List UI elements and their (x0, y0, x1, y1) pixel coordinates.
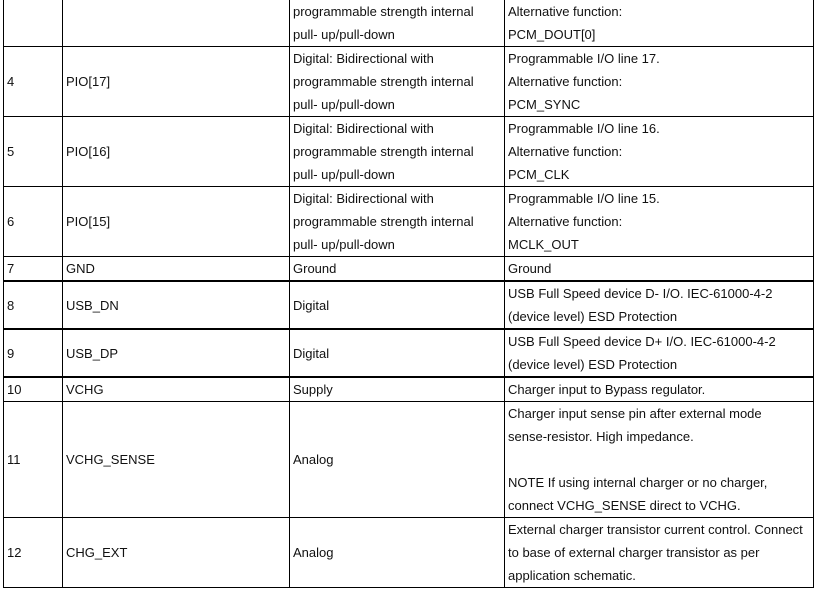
pin-type-cell: Analog (290, 518, 505, 588)
pin-number-cell: 6 (4, 187, 63, 257)
pin-description-line: Programmable I/O line 15. (508, 191, 660, 206)
pin-type-line: Digital: Bidirectional with (293, 51, 434, 66)
pin-type-line: pull- up/pull-down (293, 237, 395, 252)
pin-description-line: connect VCHG_SENSE direct to VCHG. (508, 498, 741, 513)
table-row (4, 0, 814, 47)
table-row (4, 257, 814, 282)
pin-description-line: PCM_DOUT[0] (508, 27, 596, 42)
pin-description-line: (device level) ESD Protection (508, 357, 678, 372)
pin-description-line: Alternative function: (508, 74, 623, 89)
pin-description-cell (505, 117, 814, 187)
pin-description-line: Charger input sense pin after external mode (508, 406, 762, 421)
pin-type-cell (290, 187, 505, 257)
pin-description-line: USB Full Speed device D- I/O. IEC-61000-4-2 (508, 286, 773, 301)
table-row (4, 377, 814, 402)
pin-description-blank-line (508, 448, 810, 471)
pin-number-cell: 12 (4, 518, 63, 588)
pin-number-cell: 8 (4, 281, 63, 329)
pin-number-cell: 5 (4, 117, 63, 187)
pin-number-cell: 7 (4, 257, 63, 282)
pin-name-cell: CHG_EXT (63, 518, 290, 588)
pin-number-cell: 4 (4, 47, 63, 117)
pin-type-line: programmable strength internal (293, 214, 474, 229)
table-row (4, 187, 814, 257)
pin-type-cell: Ground (290, 257, 505, 282)
pin-name-cell: USB_DP (63, 329, 290, 377)
pin-description-cell (505, 187, 814, 257)
pin-description-cell (505, 47, 814, 117)
pin-number-cell: 10 (4, 377, 63, 402)
pin-description-line: Programmable I/O line 17. (508, 51, 660, 66)
pin-description-line: to base of external charger transistor as per (508, 545, 760, 560)
pin-description-line: (device level) ESD Protection (508, 309, 678, 324)
pin-type-line: Digital: Bidirectional with (293, 191, 434, 206)
pin-name-cell: PIO[16] (63, 117, 290, 187)
pin-type-line: Digital: Bidirectional with (293, 121, 434, 136)
pin-description-table (3, 0, 814, 588)
pin-type-line: programmable strength internal (293, 4, 474, 19)
pin-name-cell: VCHG (63, 377, 290, 402)
pin-type-line: programmable strength internal (293, 74, 474, 89)
pin-description-line: Programmable I/O line 16. (508, 121, 660, 136)
pin-type-cell (290, 117, 505, 187)
table-row (4, 281, 814, 329)
pin-description-line: USB Full Speed device D+ I/O. IEC-61000-4-2 (508, 334, 776, 349)
pin-name-cell: PIO[15] (63, 187, 290, 257)
pin-description-line: Alternative function: (508, 214, 623, 229)
pin-number-cell: 9 (4, 329, 63, 377)
pin-description-line: Alternative function: (508, 4, 623, 19)
pin-description-cell: Ground (505, 257, 814, 282)
pin-description-line: sense-resistor. High impedance. (508, 429, 694, 444)
pin-description-cell (505, 329, 814, 377)
pin-description-cell: Charger input to Bypass regulator. (505, 377, 814, 402)
table-row (4, 518, 814, 588)
pin-type-cell: Digital (290, 329, 505, 377)
pin-type-cell: Supply (290, 377, 505, 402)
pin-type-line: pull- up/pull-down (293, 97, 395, 112)
pin-type-cell: Digital (290, 281, 505, 329)
table-row (4, 402, 814, 518)
pin-description-cell (505, 518, 814, 588)
pin-description-line: NOTE If using internal charger or no charger, (508, 475, 768, 490)
pin-type-line: pull- up/pull-down (293, 167, 395, 182)
pin-name-cell: USB_DN (63, 281, 290, 329)
pin-name-cell: GND (63, 257, 290, 282)
pin-type-line: pull- up/pull-down (293, 27, 395, 42)
pin-description-cell (505, 402, 814, 518)
pin-name-cell: VCHG_SENSE (63, 402, 290, 518)
pin-description-line: MCLK_OUT (508, 237, 579, 252)
pin-description-line: PCM_SYNC (508, 97, 581, 112)
pin-description-cell (505, 281, 814, 329)
pin-description-line: Alternative function: (508, 144, 623, 159)
pin-type-cell (290, 47, 505, 117)
pin-name-cell: PIO[17] (63, 47, 290, 117)
table-row (4, 47, 814, 117)
pin-type-cell (290, 0, 505, 47)
pin-type-line: programmable strength internal (293, 144, 474, 159)
pin-name-cell (63, 0, 290, 47)
table-row (4, 329, 814, 377)
pin-description-line: PCM_CLK (508, 167, 570, 182)
pin-type-cell: Analog (290, 402, 505, 518)
pin-number-cell: 11 (4, 402, 63, 518)
pin-description-line: External charger transistor current control. Connect (508, 522, 803, 537)
table-row (4, 117, 814, 187)
pin-number-cell (4, 0, 63, 47)
pin-description-cell (505, 0, 814, 47)
pin-description-line: application schematic. (508, 568, 636, 583)
